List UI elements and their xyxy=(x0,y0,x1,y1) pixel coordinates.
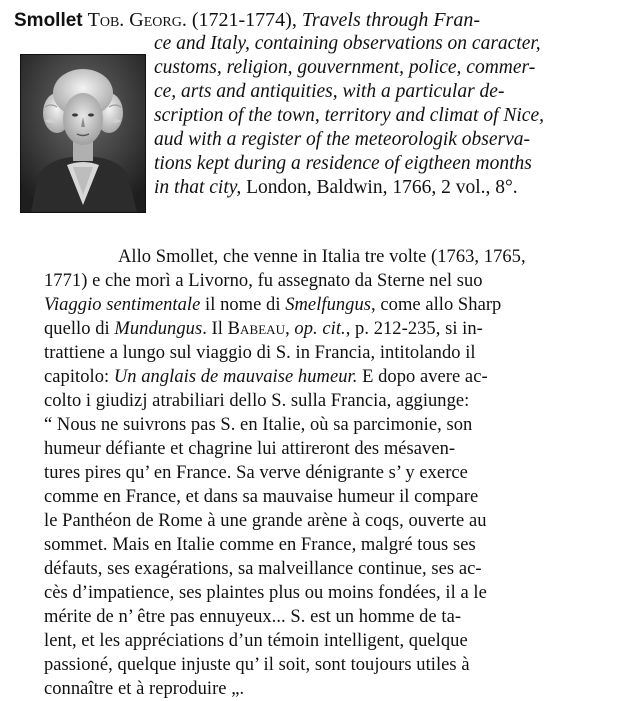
entry-title-line: customs, religion, gouvernment, police, commer- xyxy=(154,57,536,78)
italic-text: Smelfungus xyxy=(285,295,372,315)
body-text-segment: 1771) e che morì a Livorno, fu assegnato da Sterne nel suo xyxy=(44,271,483,291)
body-text-segment: défauts, ses exagérations, sa malveillance continue, ses ac- xyxy=(44,559,482,579)
author-dates: (1721-1774), xyxy=(191,9,297,31)
body-line xyxy=(44,389,469,413)
body-text-segment: cès d’impatience, ses plaintes plus ou moins fondées, il a le xyxy=(44,583,487,603)
body-text-segment: il nome di xyxy=(200,295,286,315)
body-text-segment: le Panthéon de Rome à une grande arène à coqs, ouverte au xyxy=(44,511,487,531)
entry-heading-line xyxy=(14,8,480,33)
body-line xyxy=(44,677,244,701)
body-line xyxy=(44,269,483,293)
body-line xyxy=(44,413,472,437)
author-surname: Smollet xyxy=(14,10,83,31)
body-line xyxy=(44,461,468,485)
small-caps-text: Babeau xyxy=(227,319,286,339)
body-text-segment: capitolo: xyxy=(44,367,114,387)
body-text-segment: , come allo Sharp xyxy=(371,295,502,315)
body-text-segment: E dopo avere ac- xyxy=(357,367,488,387)
entry-title-line: scription of the town, territory and climat of Nice, xyxy=(154,105,544,126)
body-line xyxy=(44,557,482,581)
body-text-segment: quello di xyxy=(44,319,115,339)
body-line xyxy=(44,581,487,605)
entry-imprint: London, Baldwin, 1766, 2 vol., 8°. xyxy=(241,177,518,198)
body-line xyxy=(44,341,476,365)
entry-title-start: Travels through Fran- xyxy=(301,9,480,31)
body-text-segment: connaître et à reproduire „. xyxy=(44,679,245,699)
body-text-segment: tures pires qu’ en France. Sa verve dénigrante s’ y exerce xyxy=(44,463,468,483)
body-text-segment: lent, et les appréciations d’un témoin intelligent, quelque xyxy=(44,631,468,651)
italic-text: Un anglais de mauvaise humeur. xyxy=(113,367,358,387)
body-line xyxy=(44,317,483,341)
italic-text: Viaggio sentimentale xyxy=(44,295,201,315)
body-line xyxy=(44,533,476,557)
body-line xyxy=(44,509,487,533)
body-text-segment: humeur défiante et chagrine lui attireront des mésaven- xyxy=(44,439,456,459)
author-given-names: Tob. Georg. xyxy=(87,9,187,31)
body-line xyxy=(44,485,478,509)
body-text-segment: , p. 212-235, si in- xyxy=(345,319,483,339)
body-text-segment: passioné, quelque injuste qu’ il soit, sont toujours utiles à xyxy=(44,655,470,675)
entry-title-line: aud with a register of the meteorologik observa- xyxy=(154,129,531,150)
entry-title-line: ce, arts and antiquities, with a particular de- xyxy=(154,81,505,102)
body-line xyxy=(44,605,461,629)
body-text-segment: sommet. Mais en Italie comme en France, malgré tous ses xyxy=(44,535,476,555)
body-line xyxy=(118,245,526,269)
italic-text: op. cit. xyxy=(294,319,346,339)
body-line xyxy=(44,629,468,653)
body-line xyxy=(44,293,501,317)
author-portrait-image xyxy=(20,54,146,213)
body-text-segment: “ Nous ne suivrons pas S. en Italie, où sa parcimonie, son xyxy=(44,415,473,435)
entry-title-end: in that city, xyxy=(154,177,242,198)
body-line xyxy=(44,437,455,461)
body-line xyxy=(44,365,488,389)
body-text-segment: trattiene a lungo sul viaggio di S. in Francia, intitolando il xyxy=(44,343,476,363)
entry-imprint-line xyxy=(154,176,518,200)
body-text-segment: , xyxy=(285,319,295,339)
body-text-segment: Allo Smollet, che venne in Italia tre volte (1763, 1765, xyxy=(118,247,526,267)
body-text-segment: mérite de n’ être pas ennuyeux... S. est un homme de ta- xyxy=(44,607,462,627)
body-text-segment: colto i giudizj atrabiliari dello S. sulla Francia, aggiunge: xyxy=(44,391,470,411)
italic-text: Mundungus xyxy=(114,319,203,339)
entry-title-line: tions kept during a residence of eigtheen months xyxy=(154,153,532,174)
body-text-segment: comme en France, et dans sa mauvaise humeur il compare xyxy=(44,487,479,507)
body-line xyxy=(44,653,470,677)
entry-title-line: ce and Italy, containing observations on caracter, xyxy=(154,33,541,54)
body-text-segment: . Il xyxy=(202,319,228,339)
